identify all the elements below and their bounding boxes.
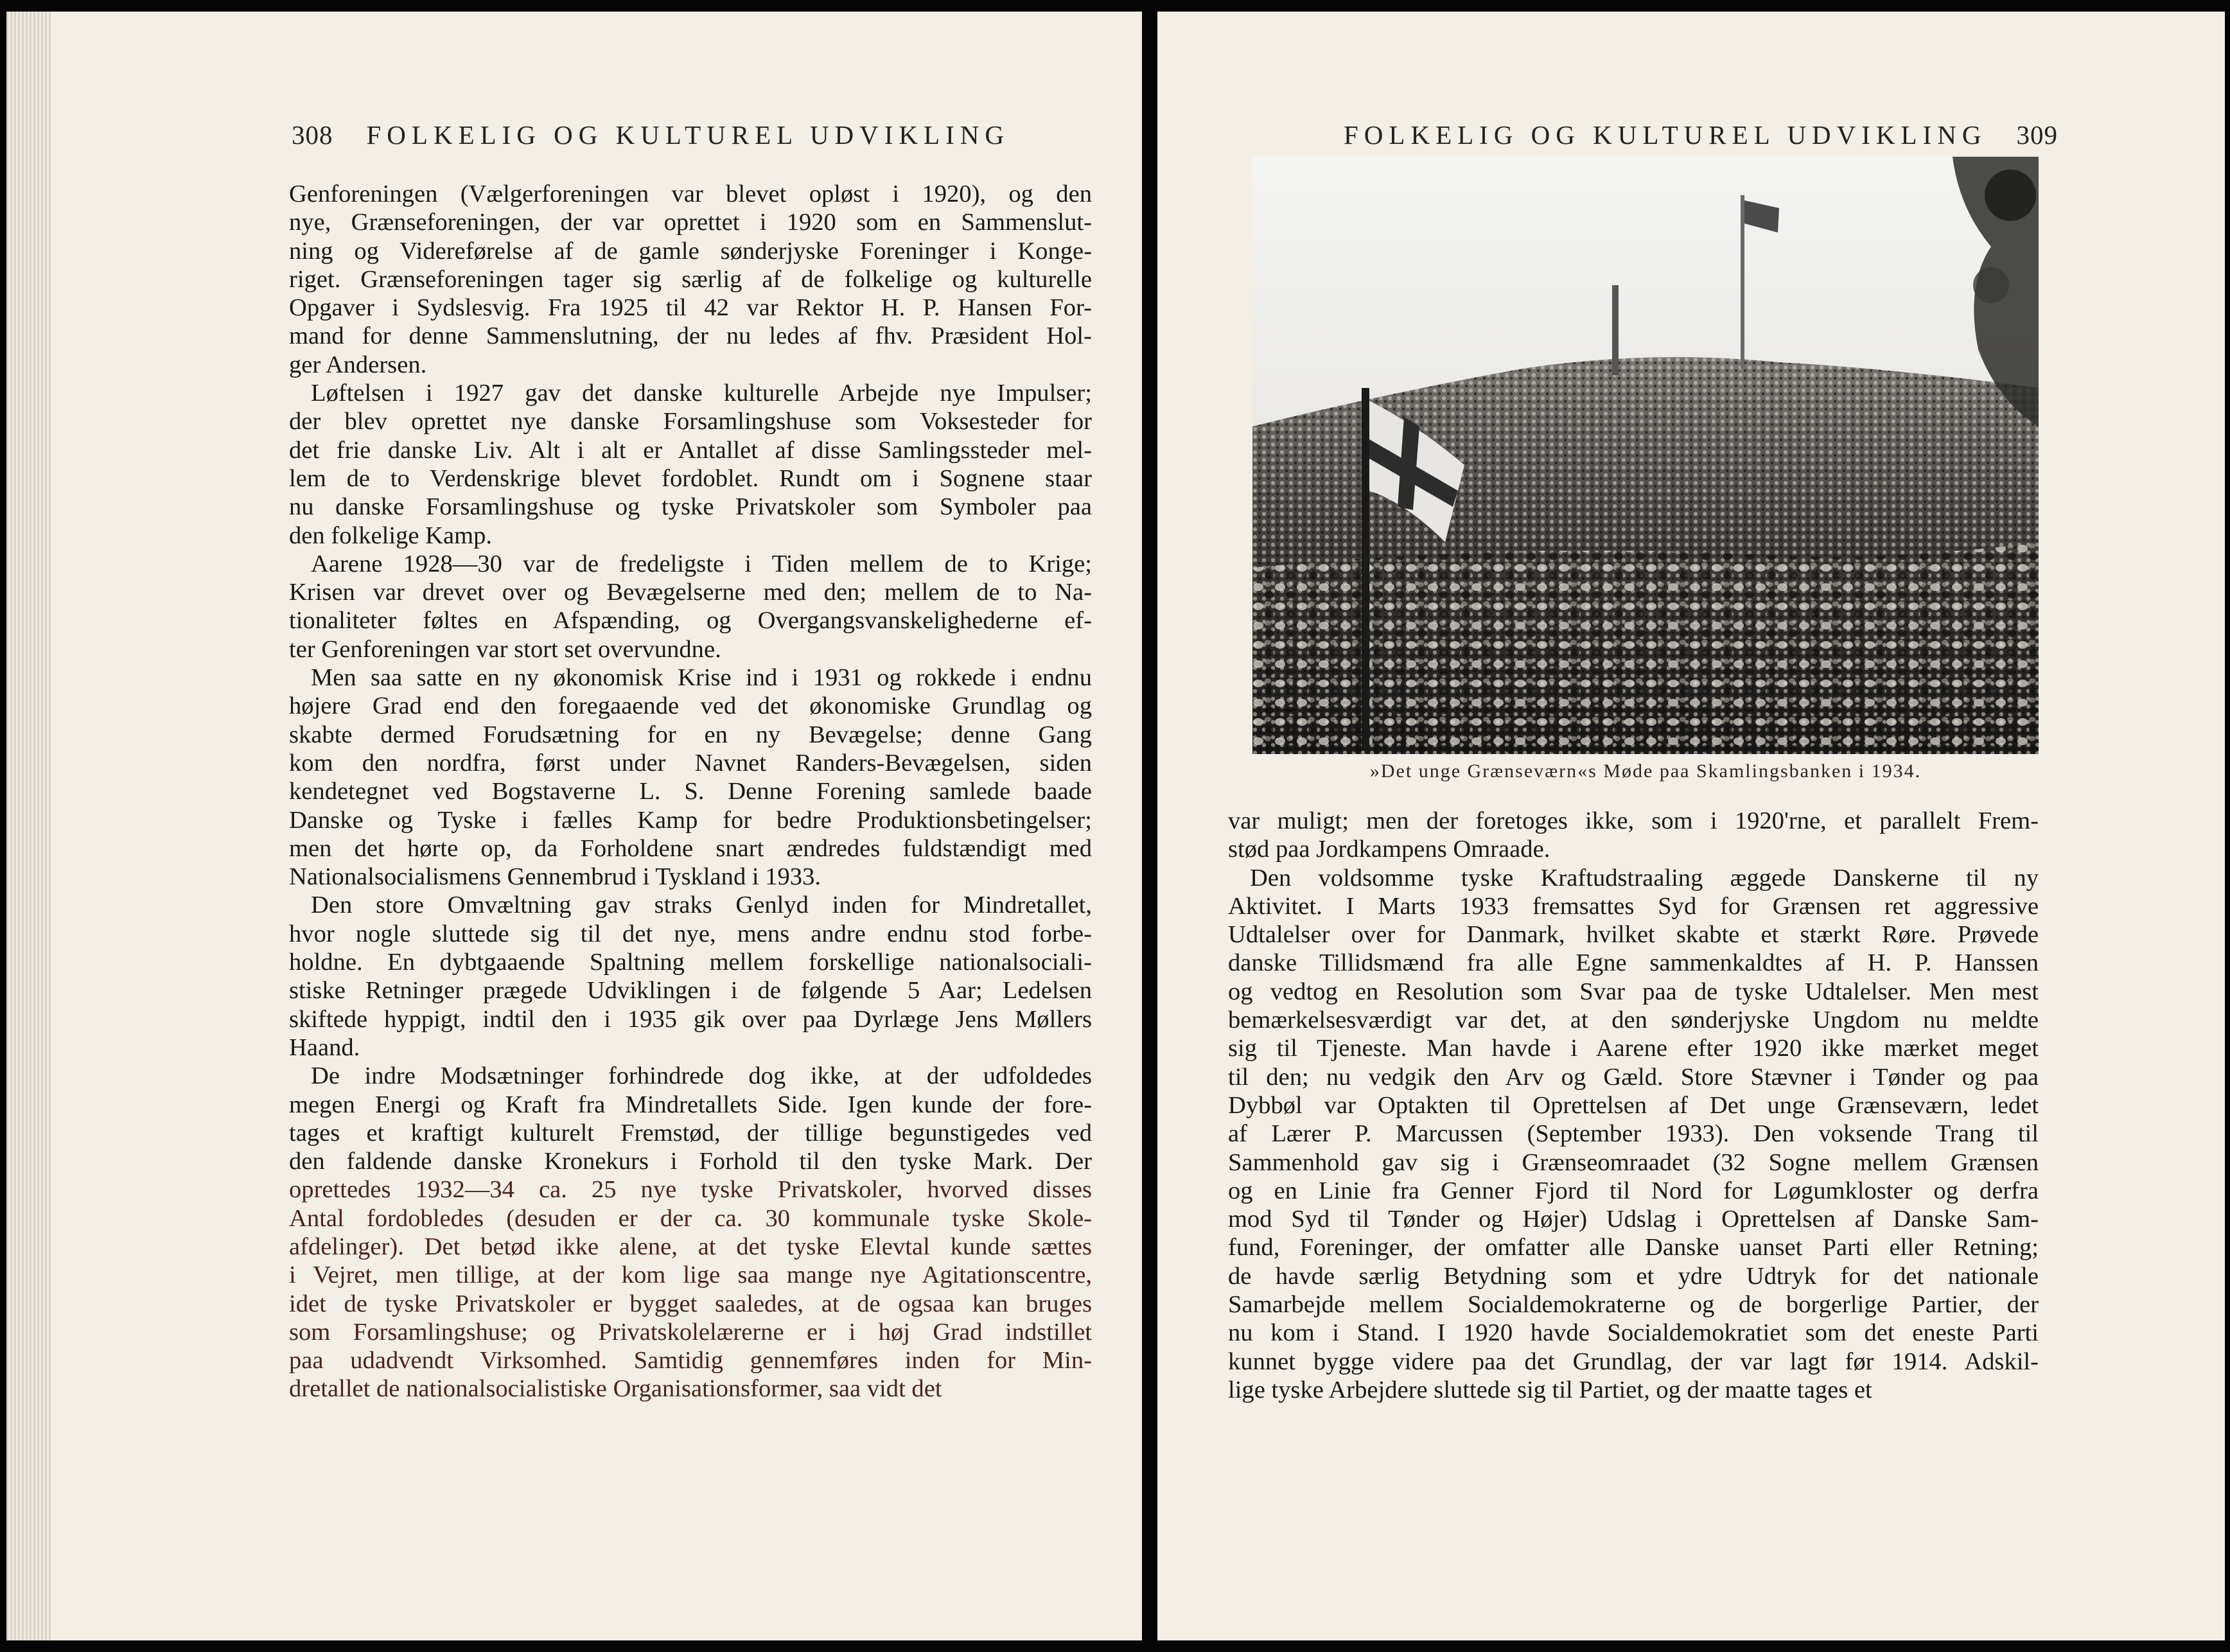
photo-illustration	[1252, 157, 2039, 754]
text-line: hvor nogle sluttede sig til det nye, mens andre endnu stod forbe-	[289, 920, 1092, 947]
text-line: De indre Modsætninger forhindrede dog ikke, at der udfoldedes	[311, 1062, 1092, 1090]
text-line: men det hørte op, da Forholdene snart ændredes fuldstændigt med	[289, 834, 1092, 862]
text-line: Samarbejde mellem Socialdemokraterne og de borgerlige Partier, der	[1228, 1291, 2039, 1319]
text-line: megen Energi og Kraft fra Mindretallets Side. Igen kunde der fore-	[289, 1091, 1092, 1118]
text-line: kom den nordfra, først under Navnet Randers-Bevægelsen, siden	[289, 749, 1092, 777]
text-line: som Forsamlingshuse; og Privatskolelærerne er i høj Grad indstillet	[289, 1318, 1092, 1346]
text-line: fund, Foreninger, der omfatter alle Danske uanset Parti eller Retning;	[1228, 1234, 2039, 1261]
text-line: Nationalsocialismens Gennembrud i Tyskland i 1933.	[289, 863, 821, 891]
left-running-head	[292, 119, 1010, 150]
text-line: Genforeningen (Vælgerforeningen var blevet opløst i 1920), og den	[289, 180, 1092, 207]
text-line: danske Tillidsmænd fra alle Egne sammenkaldtes af H. P. Hanssen	[1228, 949, 2039, 977]
text-line: ning og Videreførelse af de gamle sønderjyske Foreninger i Konge-	[289, 237, 1092, 265]
text-line: det frie danske Liv. Alt i alt er Antallet af disse Samlingssteder mel-	[289, 436, 1092, 464]
text-line: Aarene 1928—30 var de fredeligste i Tiden mellem de to Krige;	[311, 550, 1092, 577]
photo-caption: »Det unge Grænseværn«s Møde paa Skamlingsbanken i 1934.	[1369, 760, 1922, 782]
text-line: stiske Retninger prægede Udviklingen i de følgende 5 Aar; Ledelsen	[289, 977, 1092, 1005]
text-line: Den voldsomme tyske Kraftudstraaling æggede Danskerne til ny	[1250, 864, 2039, 892]
text-line: kunnet bygge videre paa det Grundlag, der var lagt før 1914. Adskil-	[1228, 1348, 2039, 1375]
text-line: tages et kraftigt kulturelt Fremstød, der tillige begunstigedes ved	[289, 1119, 1092, 1147]
text-line: Aktivitet. I Marts 1933 fremsattes Syd for Grænsen ret aggressive	[1228, 892, 2039, 920]
text-line: riget. Grænseforeningen tager sig særlig af de folkelige og kulturelle	[289, 265, 1092, 293]
right-page-number: 309	[2016, 120, 2058, 150]
text-line: bemærkelsesværdigt var det, at den sønderjyske Ungdom nu meldte	[1228, 1006, 2039, 1034]
left-running-title: FOLKELIG OG KULTUREL UDVIKLING	[366, 120, 1010, 150]
text-line: Antal fordobledes (desuden er der ca. 30 kommunale tyske Skole-	[289, 1204, 1092, 1232]
text-line: nye, Grænseforeningen, der var oprettet i 1920 som en Sammenslut-	[289, 209, 1092, 236]
text-line: i Vejret, men tillige, at der kom lige saa mange nye Agitationscentre,	[289, 1261, 1092, 1289]
text-line: Udtalelser over for Danmark, hvilket skabte et stærkt Røre. Prøvede	[1228, 921, 2039, 949]
text-line: holdne. En dybtgaaende Spaltning mellem forskellige nationalsociali-	[289, 949, 1092, 976]
text-line: Haand.	[289, 1033, 360, 1061]
text-line: dretallet de nationalsocialistiske Organisationsformer, saa vidt det	[289, 1375, 942, 1403]
text-line: mand for denne Sammenslutning, der nu ledes af fhv. Præsident Hol-	[289, 322, 1092, 350]
text-line: til den; nu vedgik den Arv og Gæld. Store Stævner i Tønder og paa	[1228, 1063, 2039, 1091]
text-line: lige tyske Arbejdere sluttede sig til Partiet, og der maatte tages et	[1228, 1376, 1872, 1403]
text-line: Krisen var drevet over og Bevægelserne med den; mellem de to Na-	[289, 579, 1092, 606]
right-running-head	[1344, 119, 2058, 150]
text-line: var muligt; men der foretoges ikke, som i 1920'rne, et parallelt Frem-	[1228, 807, 2039, 834]
text-line: Danske og Tyske i fælles Kamp for bedre Produktionsbetingelser;	[289, 806, 1092, 834]
right-body-text	[1228, 807, 2039, 1404]
text-line: højere Grad end den foregaaende ved det økonomiske Grundlag og	[289, 692, 1092, 720]
text-line: mod Syd til Tønder og Højer) Udslag i Oprettelsen af Danske Sam-	[1228, 1206, 2039, 1233]
text-line: der blev oprettet nye danske Forsamlingshuse som Voksesteder for	[289, 408, 1092, 435]
text-line: og en Linie fra Genner Fjord til Nord for Løgumkloster og derfra	[1228, 1177, 2039, 1204]
text-line: idet de tyske Privatskoler er bygget saaledes, at de ogsaa kan bruges	[289, 1290, 1092, 1317]
text-line: de havde særlig Betydning som et ydre Udtryk for det nationale	[1228, 1262, 2039, 1290]
text-line: Løftelsen i 1927 gav det danske kulturelle Arbejde nye Impulser;	[311, 380, 1092, 407]
text-line: nu kom i Stand. I 1920 havde Socialdemokratiet som det eneste Parti	[1228, 1319, 2039, 1347]
text-line: Men saa satte en ny økonomisk Krise ind i 1931 og rokkede i endnu	[311, 664, 1092, 692]
text-line: ter Genforeningen var stort set overvundne.	[289, 635, 721, 663]
text-line: paa udadvendt Virksomhed. Samtidig gennemføres inden for Min-	[289, 1347, 1092, 1375]
text-line: nu danske Forsamlingshuse og tyske Privatskoler som Symboler paa	[289, 493, 1092, 521]
text-line: af Lærer P. Marcussen (September 1933). Den voksende Trang til	[1228, 1120, 2039, 1148]
left-page	[6, 12, 1142, 1640]
text-line: skiftede hyppigt, indtil den i 1935 gik over paa Dyrlæge Jens Møllers	[289, 1005, 1092, 1033]
text-line: oprettedes 1932—34 ca. 25 nye tyske Privatskoler, hvorved disses	[289, 1176, 1092, 1204]
text-line: skabte dermed Forudsætning for en ny Bevægelse; denne Gang	[289, 721, 1092, 748]
left-page-number: 308	[292, 120, 333, 150]
right-page	[1157, 12, 2225, 1640]
text-line: stød paa Jordkampens Omraade.	[1228, 836, 1550, 863]
book-page-edges	[6, 12, 51, 1640]
text-line: den faldende danske Kronekurs i Forhold til den tyske Mark. Der	[289, 1148, 1092, 1175]
text-line: Sammenhold gav sig i Grænseomraadet (32 Sogne mellem Grænsen	[1228, 1148, 2039, 1176]
text-line: Den store Omvæltning gav straks Genlyd inden for Mindretallet,	[311, 892, 1092, 919]
text-line: den folkelige Kamp.	[289, 522, 493, 549]
text-line: og vedtog en Resolution som Svar paa de tyske Udtalelser. Men mest	[1228, 978, 2039, 1005]
text-line: sig til Tjeneste. Man havde i Aarene efter 1920 ikke mærket meget	[1228, 1035, 2039, 1062]
right-running-title: FOLKELIG OG KULTUREL UDVIKLING	[1344, 120, 1987, 150]
text-line: lem de to Verdenskrige blevet fordoblet. Rundt om i Sognene staar	[289, 464, 1092, 492]
text-line: ger Andersen.	[289, 351, 427, 378]
text-line: kendetegnet ved Bogstaverne L. S. Denne Forening samlede baade	[289, 778, 1092, 805]
text-line: afdelinger). Det betød ikke alene, at det tyske Elevtal kunde sættes	[289, 1233, 1092, 1260]
text-line: tionaliteter føltes en Afspænding, og Overgangsvanskelighederne ef-	[289, 607, 1092, 635]
text-line: Dybbøl var Optakten til Oprettelsen af Det unge Grænseværn, ledet	[1228, 1091, 2039, 1119]
left-body-text	[289, 180, 1092, 1403]
text-line: Opgaver i Sydslesvig. Fra 1925 til 42 var Rektor H. P. Hansen For-	[289, 294, 1092, 322]
crowd-rally-photo	[1252, 157, 2039, 754]
